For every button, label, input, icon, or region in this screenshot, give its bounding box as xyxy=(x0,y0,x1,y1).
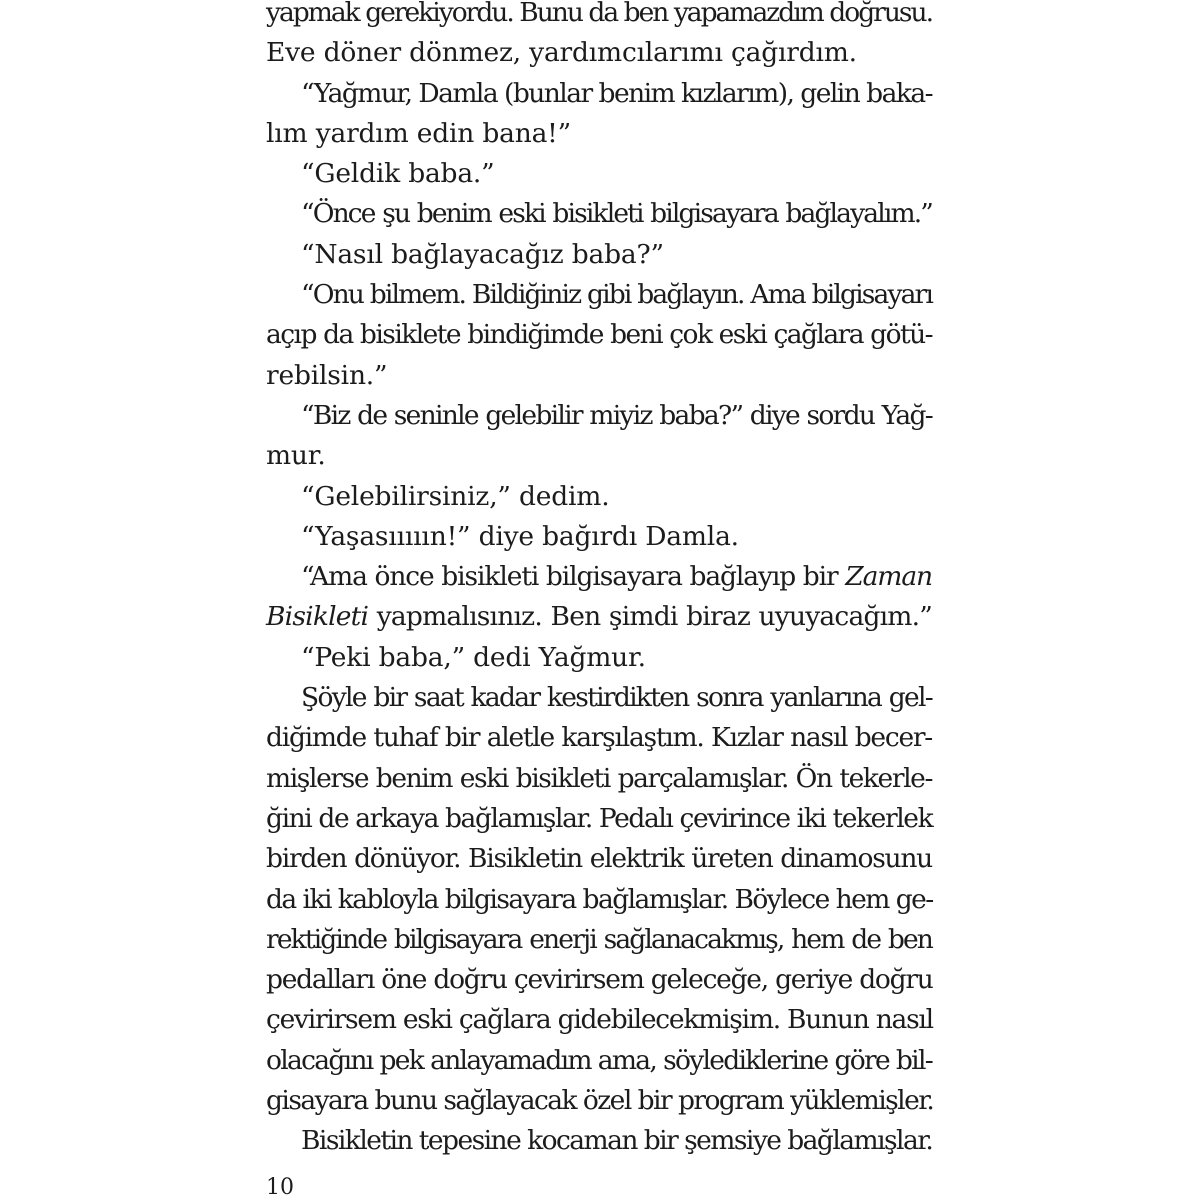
text-line: olacağını pek anlayamadım ama, söylediklerine göre bil- xyxy=(266,1044,932,1076)
italic-title: Zaman xyxy=(845,561,932,593)
text-line: diğimde tuhaf bir aletle karşılaştım. Kızlar nasıl becer- xyxy=(266,722,932,754)
text-line: lım yardım edin bana!” xyxy=(266,117,571,149)
text-line: “Önce şu benim eski bisikleti bilgisayara bağlayalım.” xyxy=(301,198,932,230)
text-line: “Peki baba,” dedi Yağmur. xyxy=(301,641,646,673)
text-line: “Onu bilmem. Bildiğiniz gibi bağlayın. Ama bilgisayarı xyxy=(301,279,932,311)
text-line xyxy=(266,597,932,637)
text-line: açıp da bisiklete bindiğimde beni çok eski çağlara götü- xyxy=(266,319,932,351)
text-line: rektiğinde bilgisayara enerji sağlanacakmış, hem de ben xyxy=(266,923,932,955)
text-line: “Yağmur, Damla (bunlar benim kızlarım), gelin baka- xyxy=(301,77,932,109)
text-line: “Nasıl bağlayacağız baba?” xyxy=(301,238,664,270)
text-line: mur. xyxy=(266,440,326,472)
text-line: “Biz de seninle gelebilir miyiz baba?” diye sordu Yağ- xyxy=(301,399,932,431)
text-line: “Yaşasııııın!” diye bağırdı Damla. xyxy=(301,520,739,552)
text-line: Bisikletin tepesine kocaman bir şemsiye bağlamışlar. xyxy=(301,1125,933,1157)
text-line: birden dönüyor. Bisikletin elektrik üreten dinamosunu xyxy=(266,843,932,875)
text-line: pedalları öne doğru çevirirsem geleceğe, geriye doğru xyxy=(266,964,933,996)
text-line: “Gelebilirsiniz,” dedim. xyxy=(301,480,610,512)
text-segment: yapmalısınız. Ben şimdi biraz uyuyacağım.” xyxy=(368,601,932,633)
body-text xyxy=(266,0,932,1162)
text-line: ğini de arkaya bağlamışlar. Pedalı çevirince iki tekerlek xyxy=(266,802,933,834)
text-line: rebilsin.” xyxy=(266,359,388,391)
text-line: mişlerse benim eski bisikleti parçalamışlar. Ön tekerle- xyxy=(266,762,932,794)
text-segment: “Ama önce bisikleti bilgisayara bağlayıp bir xyxy=(301,561,846,593)
text-line xyxy=(266,557,932,597)
text-line: Eve döner dönmez, yardımcılarımı çağırdım. xyxy=(266,37,857,69)
text-line: “Geldik baba.” xyxy=(301,158,495,190)
text-line: gisayara bunu sağlayacak özel bir program yüklemişler. xyxy=(266,1085,934,1117)
text-line: Şöyle bir saat kadar kestirdikten sonra yanlarına gel- xyxy=(301,682,932,714)
text-line: yapmak gerekiyordu. Bunu da ben yapamazdım doğrusu. xyxy=(266,0,932,28)
page-number: 10 xyxy=(266,1175,294,1200)
italic-title: Bisikleti xyxy=(266,601,369,633)
text-line: da iki kabloyla bilgisayara bağlamışlar. Böylece hem ge- xyxy=(266,883,933,915)
text-line: çevirirsem eski çağlara gidebilecekmişim. Bunun nasıl xyxy=(266,1004,933,1036)
